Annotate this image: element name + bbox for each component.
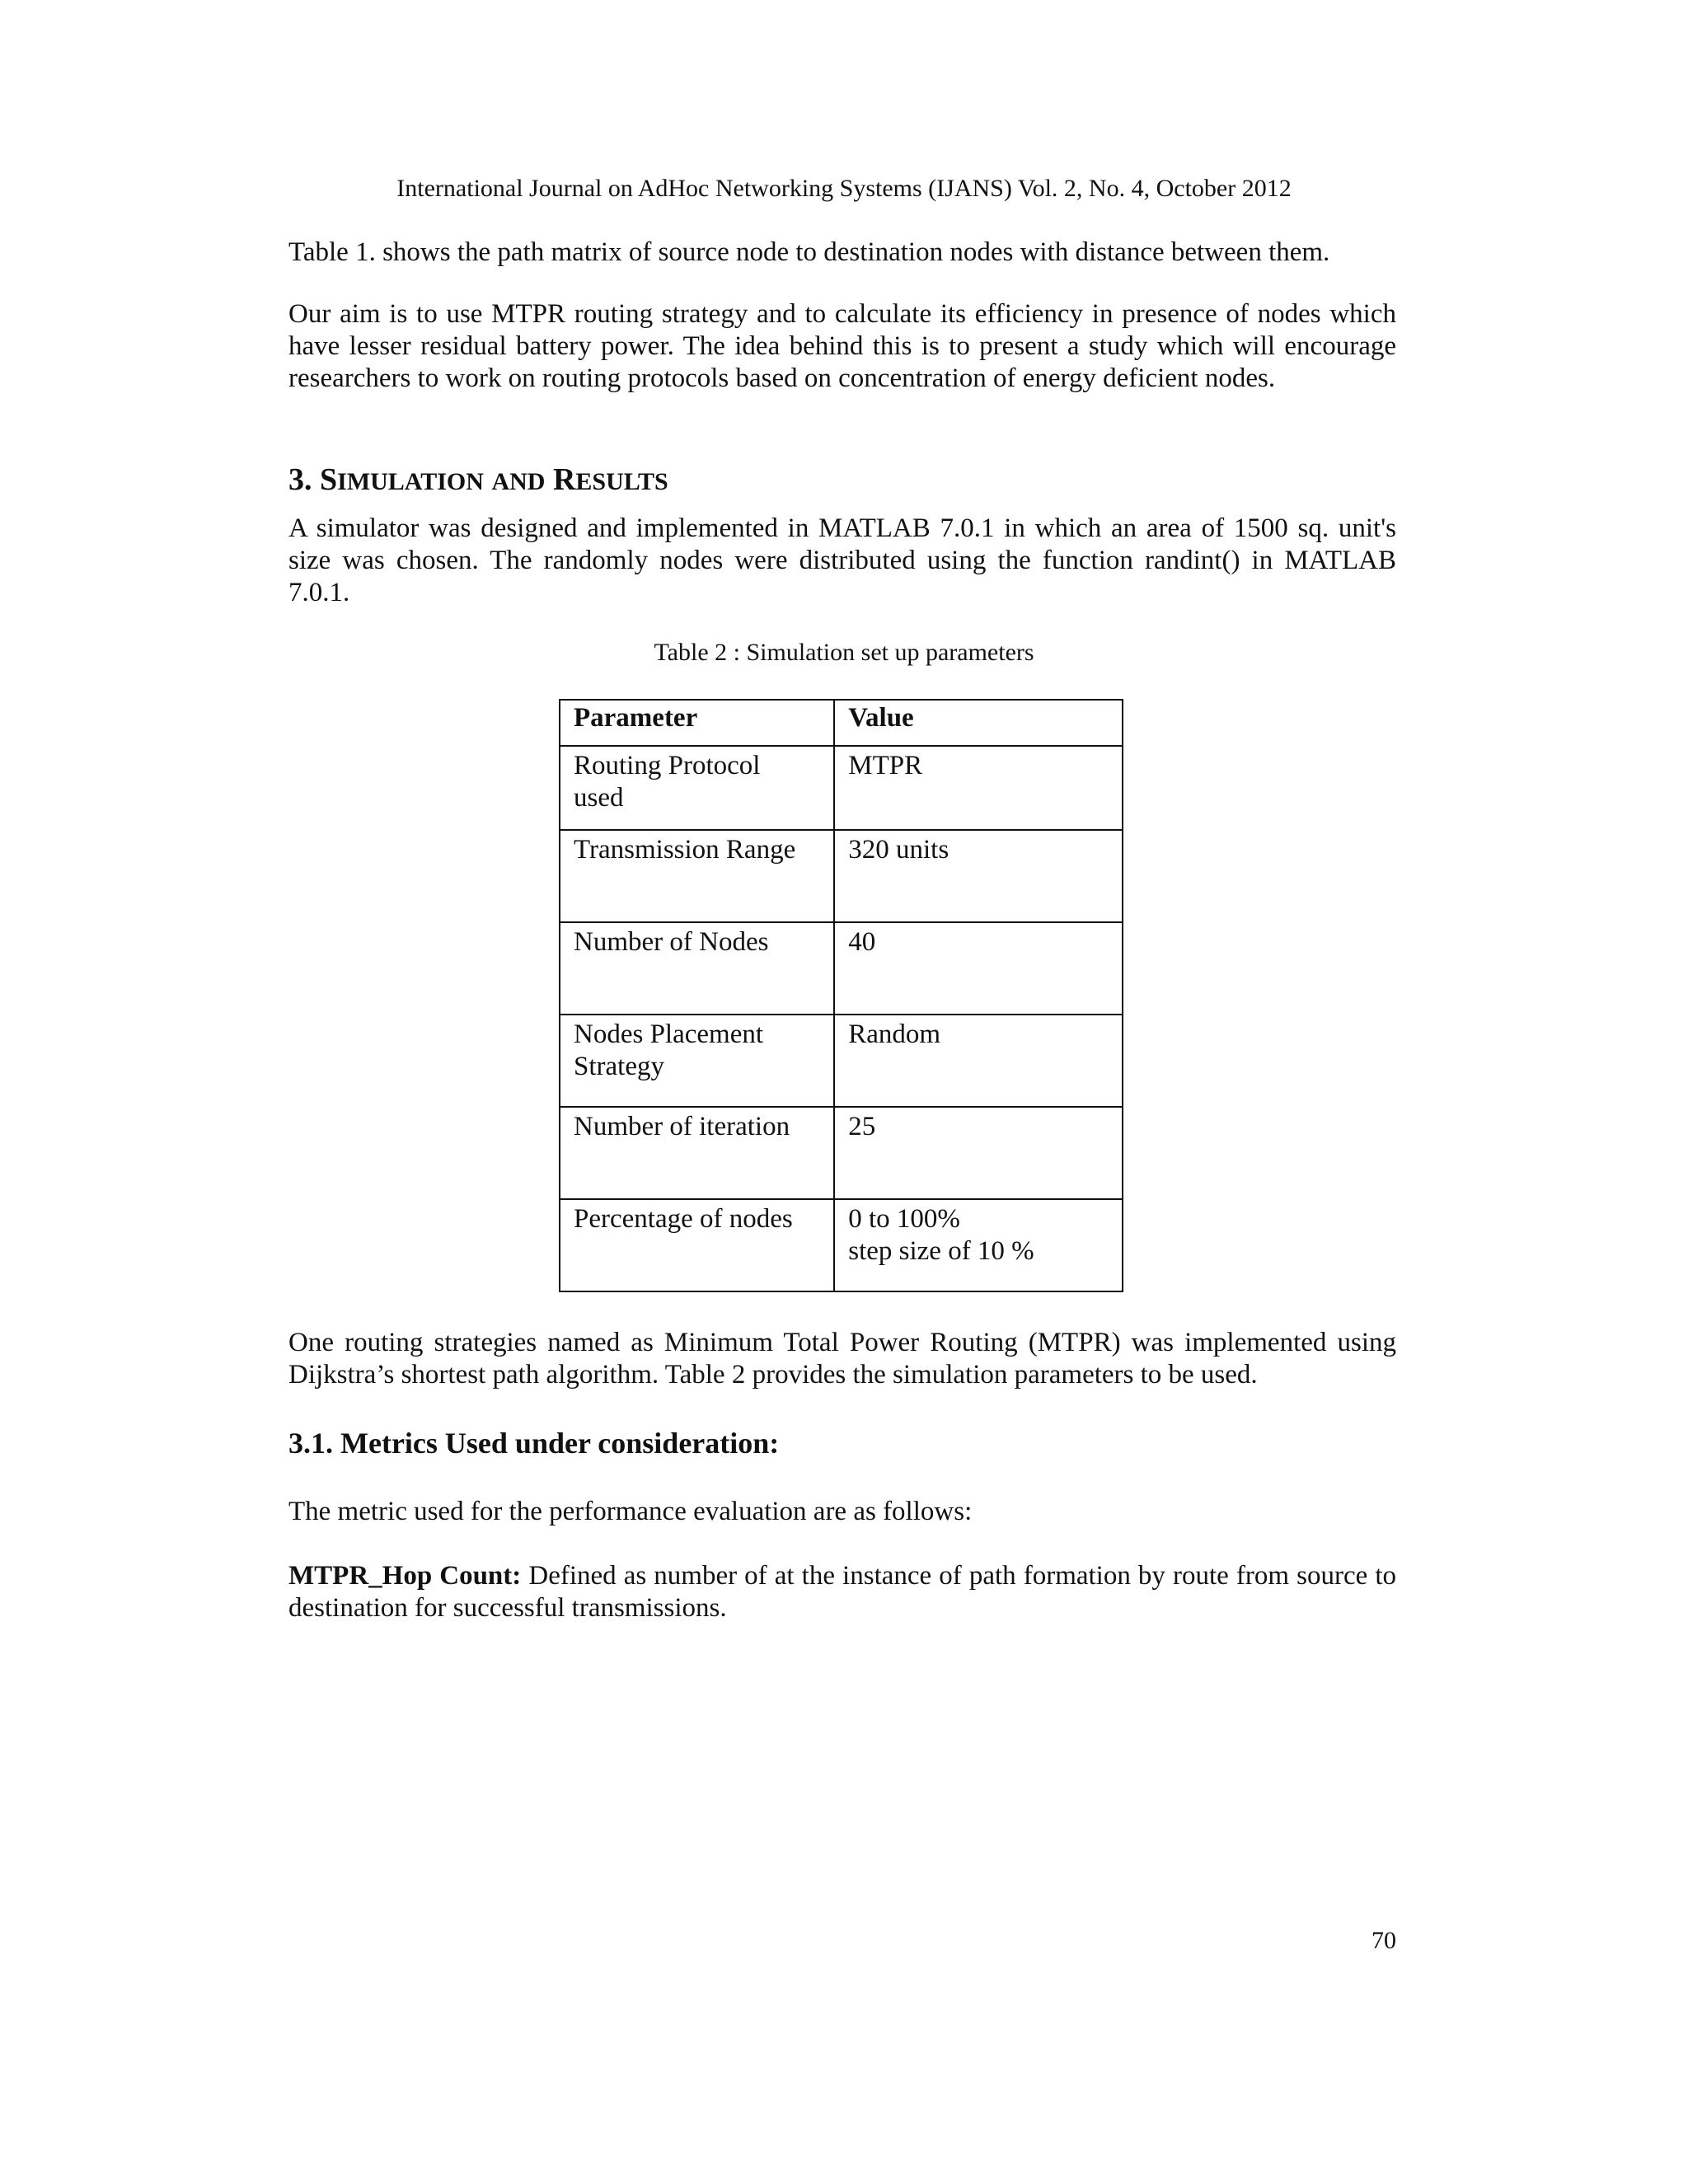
value-text: 40 — [848, 927, 876, 957]
param-cell — [560, 1015, 834, 1107]
value-cell — [834, 1015, 1123, 1107]
section-3-heading — [288, 462, 668, 498]
param-cell — [560, 1199, 834, 1291]
heading-rest-simulation: IMULATION — [337, 468, 484, 495]
table-header-row — [560, 700, 1123, 746]
heading-rest-results: ESULTS — [575, 468, 668, 495]
heading-initial-s: S — [320, 462, 338, 497]
value-cell — [834, 1199, 1123, 1291]
simulation-parameters-table — [559, 699, 1123, 1292]
header-parameter: Parameter — [560, 700, 834, 746]
simulator-paragraph: A simulator was designed and implemented in MATLAB 7.0.1 in which an area of 1500 sq. unit's size was chosen. The randomly nodes were distributed using the function randint() in MATLAB 7.0.1. — [288, 513, 1396, 607]
param-text: Number of iteration — [574, 1112, 790, 1141]
param-text: used — [574, 783, 624, 813]
value-text: Random — [848, 1019, 941, 1049]
section-number: 3. — [288, 462, 312, 497]
table-row — [560, 1199, 1123, 1291]
table-row — [560, 1015, 1123, 1107]
hop-count-term: MTPR_Hop Count: — [288, 1561, 522, 1591]
header-value: Value — [834, 700, 1123, 746]
value-text: MTPR — [848, 751, 923, 780]
param-cell — [560, 1107, 834, 1199]
page-number: 70 — [1372, 1927, 1396, 1954]
param-text: Nodes Placement — [574, 1019, 764, 1049]
subsection-3-1-heading: 3.1. Metrics Used under consideration: — [288, 1427, 780, 1460]
value-cell — [834, 746, 1123, 830]
running-header: International Journal on AdHoc Networking Systems (IJANS) Vol. 2, No. 4, October 2012 — [396, 175, 1292, 202]
value-text: 25 — [848, 1112, 876, 1141]
param-text: Transmission Range — [574, 835, 796, 865]
value-cell — [834, 830, 1123, 922]
value-text: 0 to 100% — [848, 1204, 960, 1234]
mtpr-paragraph: One routing strategies named as Minimum Total Power Routing (MTPR) was implemented using Dijkstra’s shortest path algorithm. Table 2 provides the simulation parameters to be used. — [288, 1328, 1396, 1390]
hop-count-definition: Defined as number of at the instance of path formation by route from source to destination for successful transmissions. — [288, 1561, 1397, 1623]
param-text: Number of Nodes — [574, 927, 769, 957]
param-cell — [560, 922, 834, 1015]
table-2-caption: Table 2 : Simulation set up parameters — [654, 639, 1034, 666]
table-row — [560, 922, 1123, 1015]
table-row — [560, 830, 1123, 922]
hop-count-paragraph — [288, 1560, 1396, 1624]
table1-reference-paragraph: Table 1. shows the path matrix of source node to destination nodes with distance between them. — [288, 237, 1330, 267]
heading-and: AND — [491, 468, 546, 495]
param-text: Strategy — [574, 1052, 664, 1081]
table-row — [560, 1107, 1123, 1199]
heading-initial-r: R — [552, 462, 576, 497]
value-cell — [834, 1107, 1123, 1199]
table-row — [560, 746, 1123, 830]
value-cell — [834, 922, 1123, 1015]
param-text: Percentage of nodes — [574, 1204, 793, 1234]
value-text: 320 units — [848, 835, 950, 865]
param-cell — [560, 746, 834, 830]
value-text: step size of 10 % — [848, 1236, 1034, 1266]
param-text: Routing Protocol — [574, 751, 761, 780]
metric-intro-paragraph: The metric used for the performance evaluation are as follows: — [288, 1497, 973, 1526]
param-cell — [560, 830, 834, 922]
aim-paragraph: Our aim is to use MTPR routing strategy and to calculate its efficiency in presence of nodes which have lesser residual battery power. The idea behind this is to present a study which will encourage researchers to work on routing protocols based on concentration of energy deficient nodes. — [288, 299, 1396, 393]
